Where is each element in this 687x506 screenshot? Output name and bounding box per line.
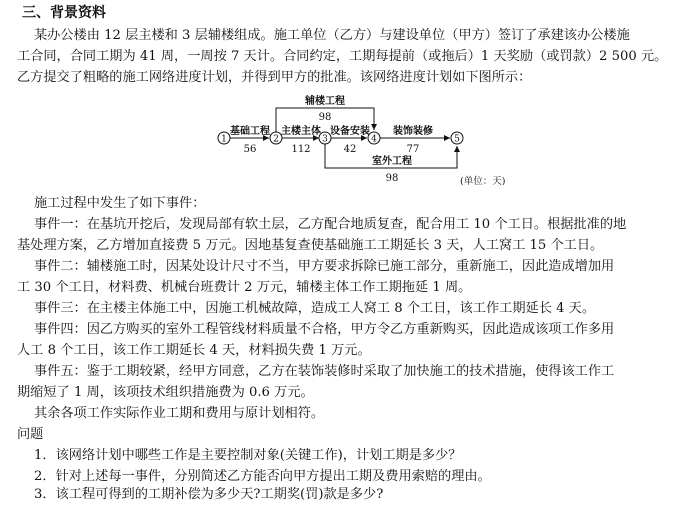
activity-duration-outdoor: 98 [385, 173, 399, 184]
intro-line-2: 工合同，合同工期为 41 周，一周按 7 天计。合同约定，工期每提前（或拖后）1 天奖励（或罚款）2 500 元。 [17, 49, 668, 64]
section-title: 三、背景资料 [22, 5, 106, 21]
node-1-label: 1 [221, 134, 227, 145]
activity-duration-equipment: 42 [343, 144, 357, 155]
activity-duration-foundation: 56 [243, 144, 257, 155]
event-line-7: 人工 8 个工日，该工作工期延长 4 天，材料损失费 1 万元。 [17, 343, 371, 358]
question-2: 2．针对上述每一事件，分别简述乙方能否向甲方提出工期及费用索赔的理由。 [34, 469, 491, 484]
event-line-9: 期缩短了 1 周，该项技术组织措施费为 0.6 万元。 [17, 385, 314, 400]
activity-name-outdoor: 室外工程 [372, 156, 412, 167]
diagram-unit-note: (单位：天) [460, 176, 506, 187]
intro-line-3: 乙方提交了粗略的施工网络进度计划，并得到甲方的批准。该网络进度计划如下图所示： [17, 70, 532, 85]
question-1: 1．该网络计划中哪些工作是主要控制对象(关键工作)，计划工期是多少？ [34, 448, 462, 463]
activity-duration-main-structure: 112 [291, 144, 311, 155]
node-2-label: 2 [273, 134, 279, 145]
node-5-label: 5 [454, 134, 460, 145]
event-line-10: 其余各项工作实际作业工期和费用与原计划相符。 [34, 406, 325, 421]
event-line-8: 事件五：鉴于工期较紧，经甲方同意，乙方在装饰装修时采取了加快施工的技术措施，使得该工作工 [34, 364, 615, 379]
event-line-3: 事件二：辅楼施工时，因某处设计尺寸不当，甲方要求拆除已施工部分，重新施工，因此造成增加用 [34, 259, 615, 274]
node-4-label: 4 [371, 134, 377, 145]
activity-name-equipment: 设备安装 [330, 126, 370, 137]
activity-name-decoration: 装饰装修 [393, 126, 433, 137]
questions-title: 问题 [17, 427, 44, 442]
activity-name-foundation: 基础工程 [230, 126, 270, 137]
activity-name-main-structure: 主楼主体 [281, 126, 321, 137]
question-3: 3．该工程可得到的工期补偿为多少天?工期奖(罚)款是多少? [34, 487, 384, 502]
event-line-2: 基处理方案，乙方增加直接费 5 万元。因地基复查使基础施工工期延长 3 天，人工窝工 15 个工日。 [17, 238, 604, 253]
activity-duration-annex: 98 [318, 112, 332, 123]
event-line-4: 工 30 个工日，材料费、机械台班费计 2 万元，辅楼主体工作工期拖延 1 周。 [17, 280, 472, 295]
events-intro: 施工过程中发生了如下事件： [34, 196, 206, 211]
event-line-6: 事件四：因乙方购买的室外工程管线材料质量不合格，甲方令乙方重新购买，因此造成该项工作多用 [34, 322, 615, 337]
event-line-5: 事件三：在主楼主体施工中，因施工机械故障，造成工人窝工 8 个工日，该工作工期延长 4 天。 [34, 301, 596, 316]
activity-name-annex: 辅楼工程 [305, 96, 345, 107]
event-line-1: 事件一：在基坑开挖后，发现局部有软土层，乙方配合地质复查，配合用工 10 个工日。根据批准的地 [34, 217, 627, 232]
intro-line-1: 某办公楼由 12 层主楼和 3 层辅楼组成。施工单位（乙方）与建设单位（甲方）签订了承建该办公楼施 [34, 28, 630, 43]
node-3-label: 3 [322, 134, 328, 145]
activity-duration-decoration: 77 [406, 144, 420, 155]
